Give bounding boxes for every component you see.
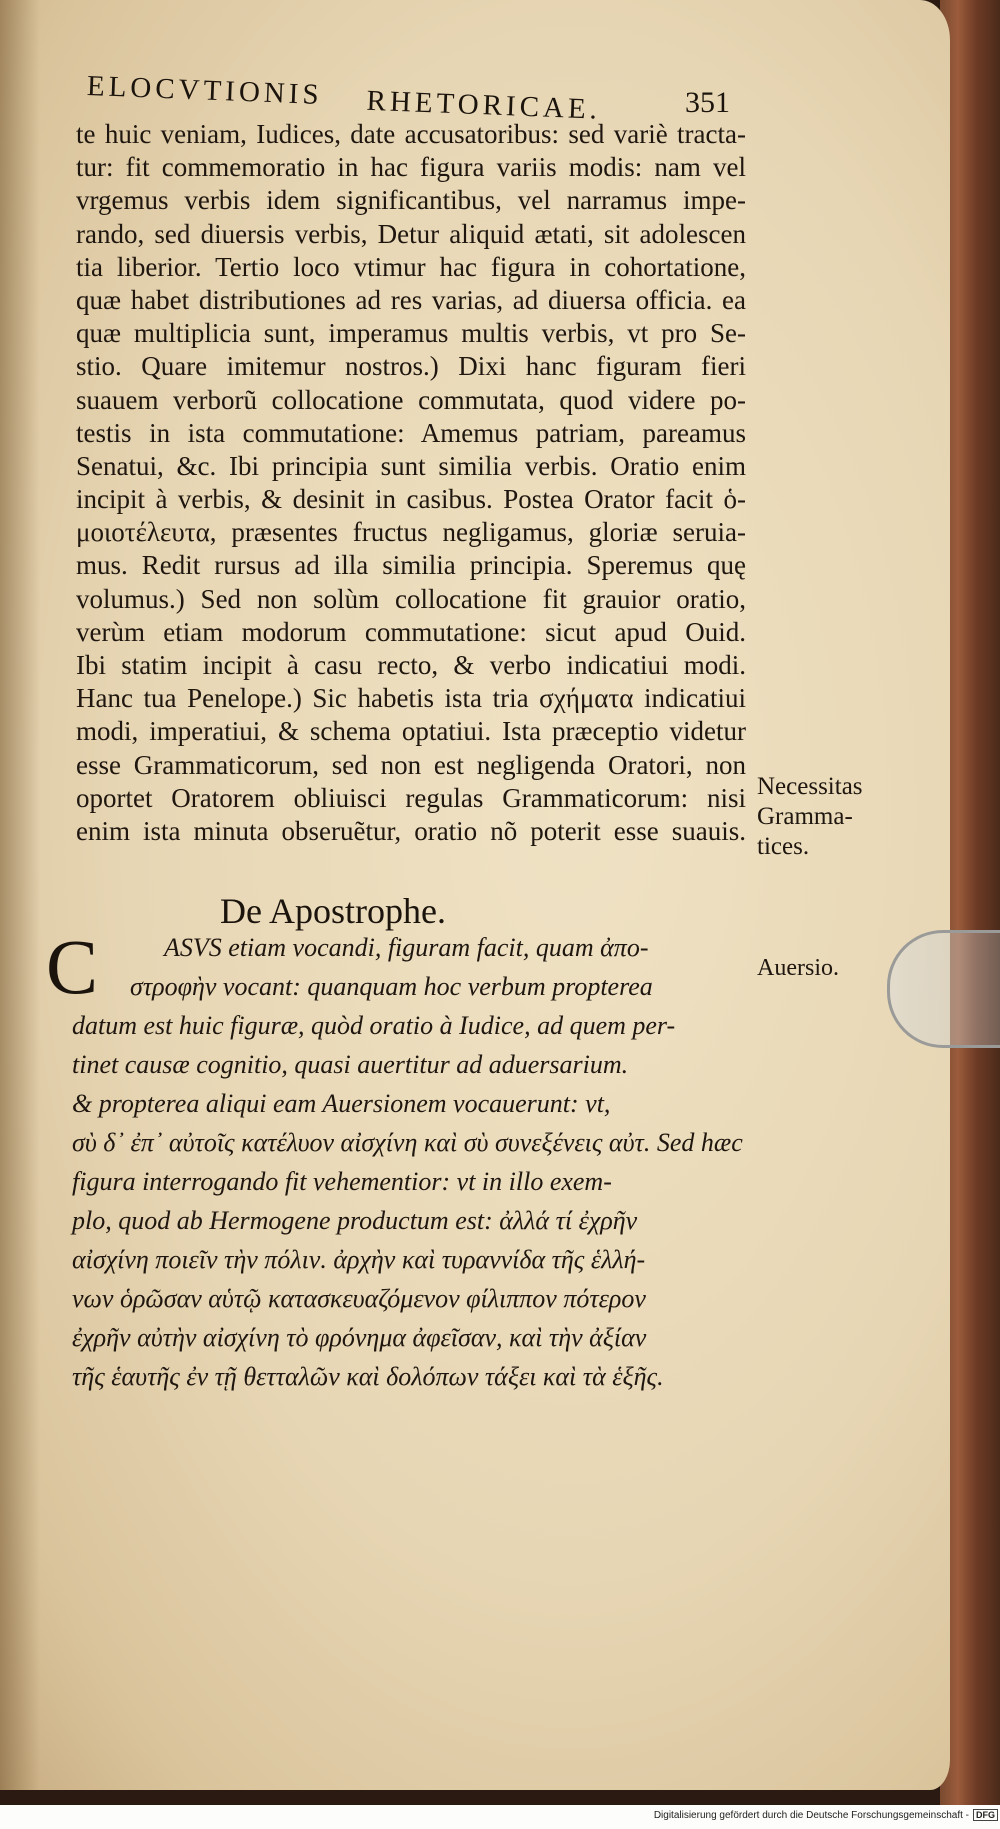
running-head-left: ELOCVTIONIS <box>86 69 324 112</box>
dfg-logo: DFG <box>973 1809 998 1821</box>
section-line: plo, quod ab Hermogene productum est: ἀλλά τί ἐχρῆν <box>72 1206 638 1235</box>
section-line: τῆς ἑαυτῆς ἐν τῇ θετταλῶν καὶ δολόπων τάξει καὶ τὰ ἑξῆς. <box>72 1362 664 1391</box>
section-heading: De Apostrophe. <box>220 891 446 931</box>
marginal-note-auersio: Auersio. <box>757 955 839 981</box>
body-line: tia liberior. Tertio loco vtimur hac figura in cohortatione, <box>76 251 746 282</box>
drop-cap: C <box>46 923 99 1010</box>
page-clip <box>887 930 1000 1048</box>
marginal-note-necessitas <box>757 772 932 862</box>
body-line: modi, imperatiui, & schema optatiui. Ista præceptio videtur <box>76 716 746 747</box>
section-line: αἰσχίνη ποιεῖν τὴν πόλιν. ἀρχὴν καὶ τυραννίδα τῆς ἑλλή- <box>72 1245 646 1274</box>
section-line: tinet causæ cognitio, quasi auertitur ad aduersarium. <box>72 1050 629 1079</box>
body-line: vrgemus verbis idem significantibus, vel narramus impe- <box>76 185 746 216</box>
running-head-right: RHETORICAE. <box>366 84 602 126</box>
body-line: μοιοτέλευτα, præsentes fructus negligamus, gloriæ seruia- <box>76 517 746 548</box>
body-line: tur: fit commemoratio in hac figura variis modis: nam vel <box>76 152 746 183</box>
credit-text: Digitalisierung gefördert durch die Deutsche Forschungsgemeinschaft - <box>653 1810 969 1821</box>
section-line: figura interrogando fit vehementior: vt in illo exem- <box>72 1167 612 1196</box>
main-body-text <box>76 118 746 848</box>
section-body-text <box>72 928 762 1396</box>
section-line: ASVS etiam vocandi, figuram facit, quam ἀπο- <box>164 933 649 962</box>
body-line: Hanc tua Penelope.) Sic habetis ista tria σχήματα indicatiui <box>76 683 746 714</box>
page-number: 351 <box>685 86 730 119</box>
section-line: νων ὁρῶσαν αὑτῷ κατασκευαζόμενον φίλιππον πότερον <box>72 1284 646 1313</box>
digitization-credit <box>570 1809 998 1821</box>
marginal-note-line: Necessitas <box>757 773 863 800</box>
body-line: oportet Oratorem obliuisci regulas Grammaticorum: nisi <box>76 782 746 813</box>
section-line: στροφὴν vocant: quanquam hoc verbum propterea <box>130 972 653 1001</box>
body-line: enim ista minuta obseruẽtur, oratio nõ poterit esse suauis. <box>76 815 746 846</box>
marginal-note-line: Gramma- <box>757 803 853 830</box>
marginal-note-line: tices. <box>757 833 810 860</box>
body-line: volumus.) Sed non solùm collocatione fit grauior oratio, <box>76 583 746 614</box>
body-line: esse Grammaticorum, sed non est negligenda Oratori, non <box>76 749 746 780</box>
body-line: rando, sed diuersis verbis, Detur aliquid ætati, sit adolescen <box>76 218 746 249</box>
section-line: datum est huic figuræ, quòd oratio à Iudice, ad quem per- <box>72 1011 676 1040</box>
body-line: quæ multiplicia sunt, imperamus multis verbis, vt pro Se- <box>76 318 746 349</box>
body-line: Ibi statim incipit à casu recto, & verbo indicatiui modi. <box>76 650 746 680</box>
body-line: te huic veniam, Iudices, date accusatoribus: sed variè tracta- <box>76 119 746 149</box>
body-line: Senatui, &c. Ibi principia sunt similia verbis. Oratio enim <box>76 450 746 481</box>
body-line: quæ habet distributiones ad res varias, ad diuersa officia. ea <box>76 284 746 315</box>
page-gutter-shadow <box>0 0 40 1790</box>
body-line: verùm etiam modorum commutatione: sicut apud Ouid. <box>76 616 746 647</box>
body-line: suauem verborũ collocatione commutata, quod videre po- <box>76 384 746 415</box>
body-line: incipit à verbis, & desinit in casibus. Postea Orator facit ὁ- <box>76 484 746 515</box>
body-line: mus. Redit rursus ad illa similia principia. Speremus quę <box>76 550 746 581</box>
body-line: stio. Quare imitemur nostros.) Dixi hanc figuram fieri <box>76 351 746 382</box>
body-line: testis in ista commutatione: Amemus patriam, pareamus <box>76 417 746 448</box>
section-line: ἐχρῆν αὐτὴν αἰσχίνη τὸ φρόνημα ἀφεῖσαν, καὶ τὴν ἀξίαν <box>72 1323 647 1352</box>
section-line: σὺ δ᾽ ἐπ᾽ αὐτοῖς κατέλυον αἰσχίνη καὶ σὺ συνεξένεις αὐτ. Sed hæc <box>72 1128 743 1157</box>
section-line: & propterea aliqui eam Auersionem vocauerunt: vt, <box>72 1089 611 1118</box>
